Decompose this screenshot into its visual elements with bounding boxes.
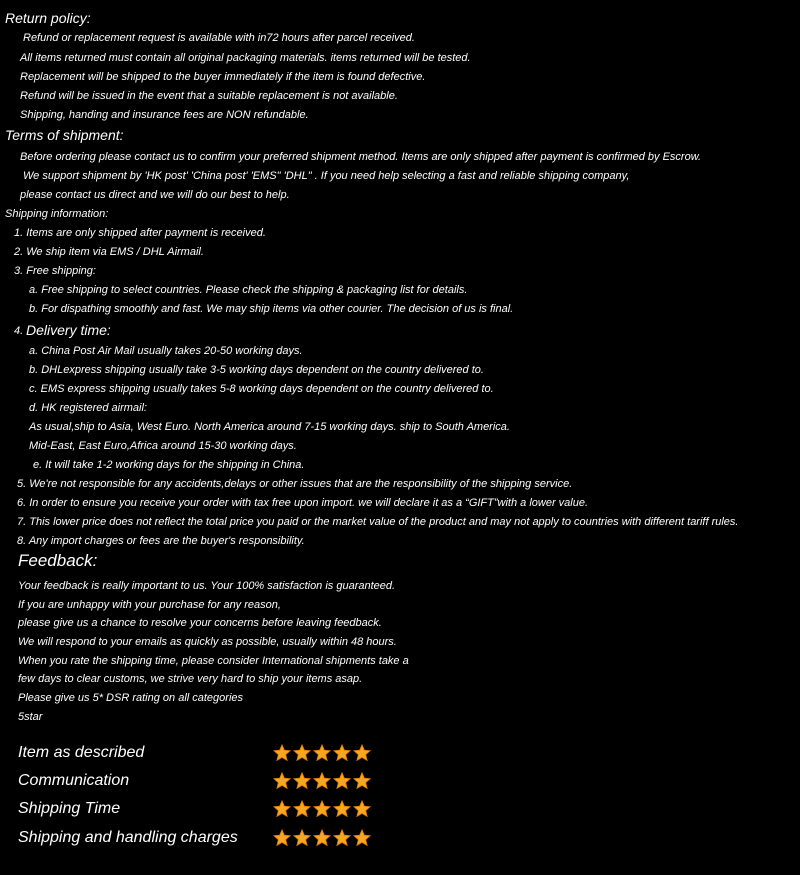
section-heading: Return policy: <box>5 10 91 26</box>
star-icon <box>333 829 351 847</box>
star-icon <box>293 744 311 762</box>
star-icon <box>293 829 311 847</box>
star-icon <box>273 744 291 762</box>
rating-label: Communication <box>18 772 130 789</box>
policy-line: a. China Post Air Mail usually takes 20-50 working days. <box>29 345 303 357</box>
policy-line: c. EMS express shipping usually takes 5-8 working days dependent on the country delivered to. <box>29 383 494 395</box>
policy-line: Replacement will be shipped to the buyer immediately if the item is found defective. <box>20 71 426 83</box>
policy-line: 1. Items are only shipped after payment is received. <box>14 227 266 239</box>
star-icon <box>353 829 371 847</box>
policy-line: 5. We're not responsible for any accidents,delays or other issues that are the responsibility of the shipping service. <box>17 478 573 490</box>
policy-line: All items returned must contain all original packaging materials. items returned will be tested. <box>20 52 471 64</box>
star-icon <box>353 744 371 762</box>
policy-line: Refund or replacement request is available with in72 hours after parcel received. <box>23 32 415 44</box>
policy-line: 2. We ship item via EMS / DHL Airmail. <box>14 246 204 258</box>
star-icon <box>273 829 291 847</box>
policy-line: b. For dispathing smoothly and fast. We may ship items via other courier. The decision of us is final. <box>29 303 514 315</box>
star-icon <box>293 800 311 818</box>
policy-line: Refund will be issued in the event that a suitable replacement is not available. <box>20 90 398 102</box>
policy-line: Before ordering please contact us to confirm your preferred shipment method. Items are only shipped after payment is confirmed by Escrow. <box>20 151 702 163</box>
policy-line: Your feedback is really important to us. Your 100% satisfaction is guaranteed. <box>18 580 396 592</box>
star-icon <box>313 800 331 818</box>
policy-line: please give us a chance to resolve your concerns before leaving feedback. <box>18 617 382 629</box>
star-icon <box>313 829 331 847</box>
policy-line: As usual,ship to Asia, West Euro. North America around 7-15 working days. ship to South America. <box>29 421 510 433</box>
star-icon <box>313 744 331 762</box>
star-icon <box>313 772 331 790</box>
policy-line: b. DHLexpress shipping usually take 3-5 working days dependent on the country delivered to. <box>29 364 484 376</box>
policy-line: 7. This lower price does not reflect the total price you paid or the market value of the product and may not apply to countries with different tariff rules. <box>17 516 739 528</box>
policy-line: d. HK registered airmail: <box>29 402 147 414</box>
rating-label: Shipping Time <box>18 800 121 817</box>
policy-line: 4. <box>14 325 24 337</box>
policy-line: If you are unhappy with your purchase for any reason, <box>18 599 281 611</box>
star-rating <box>273 772 371 790</box>
policy-line: We will respond to your emails as quickly as possible, usually within 48 hours. <box>18 636 397 648</box>
star-icon <box>333 744 351 762</box>
policy-line: Shipping, handing and insurance fees are NON refundable. <box>20 109 309 121</box>
star-rating <box>273 744 371 762</box>
rating-label: Shipping and handling charges <box>18 829 238 846</box>
star-icon <box>353 800 371 818</box>
policy-line: Mid-East, East Euro,Africa around 15-30 working days. <box>29 440 297 452</box>
policy-line: few days to clear customs, we strive very hard to ship your items asap. <box>18 673 363 685</box>
star-icon <box>293 772 311 790</box>
section-heading: Terms of shipment: <box>5 127 124 143</box>
star-icon <box>273 800 291 818</box>
policy-line: 3. Free shipping: <box>14 265 96 277</box>
policy-line: 8. Any import charges or fees are the buyer's responsibility. <box>17 535 305 547</box>
section-heading: Delivery time: <box>26 322 111 338</box>
policy-line: When you rate the shipping time, please consider International shipments take a <box>18 655 409 667</box>
policy-line: e. It will take 1-2 working days for the shipping in China. <box>33 459 305 471</box>
policy-line: Shipping information: <box>5 208 109 220</box>
policy-line: 5star <box>18 711 43 723</box>
star-icon <box>353 772 371 790</box>
star-rating <box>273 829 371 847</box>
star-icon <box>273 772 291 790</box>
star-rating <box>273 800 371 818</box>
policy-line: please contact us direct and we will do our best to help. <box>20 189 290 201</box>
section-heading: Feedback: <box>18 551 98 570</box>
policy-line: We support shipment by 'HK post' 'China post' 'EMS" 'DHL" . If you need help selecting a fast and reliable shipping company, <box>23 170 630 182</box>
policy-line: Please give us 5* DSR rating on all categories <box>18 692 244 704</box>
rating-label: Item as described <box>18 744 145 761</box>
star-icon <box>333 772 351 790</box>
policy-line: 6. In order to ensure you receive your order with tax free upon import. we will declare it as a “GIFT”with a lower value. <box>17 497 589 509</box>
star-icon <box>333 800 351 818</box>
policy-line: a. Free shipping to select countries. Please check the shipping & packaging list for details. <box>29 284 468 296</box>
